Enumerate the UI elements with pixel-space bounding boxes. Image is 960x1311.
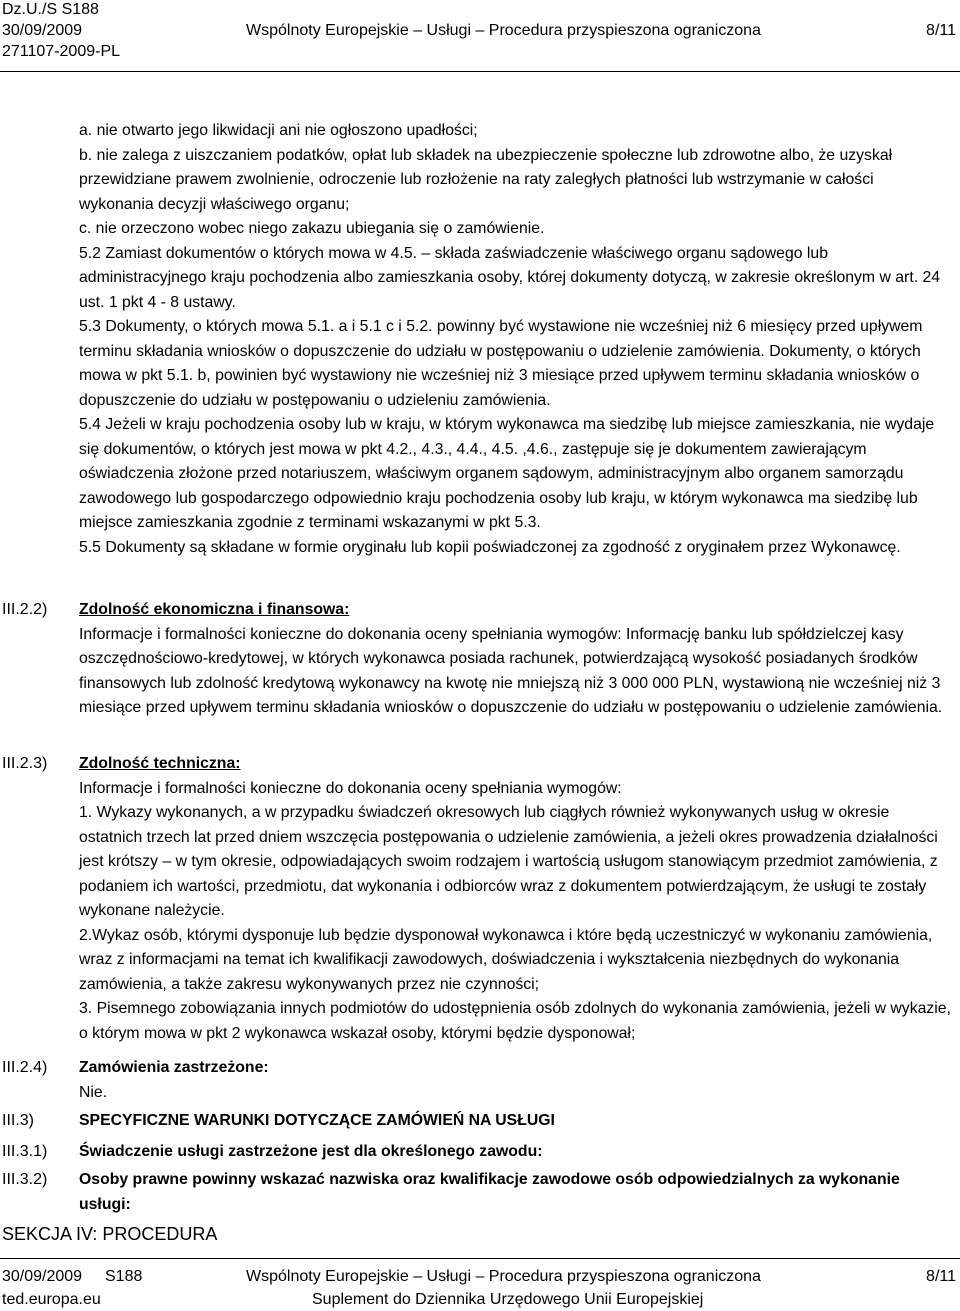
section-number-iii-2-3: III.2.3) <box>2 755 48 772</box>
journal-ref: Dz.U./S S188 <box>2 1 99 18</box>
footer-site: ted.europa.eu <box>2 1291 101 1308</box>
section-value: Nie. <box>79 1083 108 1101</box>
paragraph: 5.3 Dokumenty, o których mowa 5.1. a i 5.1 c i 5.2. powinny być wystawione nie wcześniej niż 6 miesięcy przed upływem terminu składania wniosków o dopuszczenie do udziału w postępowaniu o udzielenie zamówienia. Dokumenty, o których mowa w pkt 5.1. b, powinien być wystawiony nie wcześniej niż 3 miesiące przed upływem terminu składania wniosków o dopuszczenie do udziału w postępowaniu o udzieleniu zamówienia. <box>79 318 923 409</box>
paragraph: Informacje i formalności konieczne do dokonania oceny spełniania wymogów: <box>79 779 622 797</box>
paragraph: 5.5 Dokumenty są składane w formie oryginału lub kopii poświadczonej za zgodność z oryginałem przez Wykonawcę. <box>79 538 901 556</box>
section-title: Zamówienia zastrzeżone: <box>79 1059 269 1076</box>
section-title: Osoby prawne powinny wskazać nazwiska oraz kwalifikacje zawodowe osób odpowiedzialnych za wykonanie usługi: <box>79 1171 900 1213</box>
footer-date: 30/09/2009 <box>2 1268 83 1285</box>
section-title: Zdolność ekonomiczna i finansowa: <box>79 601 350 618</box>
list-item: 3. Pisemnego zobowiązania innych podmiotów do udostępnienia osób zdolnych do wykonania zamówienia, jeżeli w wykazie, o którym mowa w pkt 2 wykonawca wskazał osoby, którymi będzie dysponował; <box>79 1000 951 1042</box>
section-iii-2-2 <box>79 598 951 721</box>
footer-title: Wspólnoty Europejskie – Usługi – Procedura przyspieszona ograniczona <box>246 1268 761 1285</box>
section-iii-3 <box>79 1109 951 1134</box>
section-iii-2-3 <box>79 752 951 1046</box>
list-item: 1. Wykazy wykonanych, a w przypadku świadczeń okresowych lub ciągłych również wykonywanych usług w okresie ostatnich trzech lat przed dniem wszczęcia postępowania o udzielenie zamówienia, a jeżeli okres prowadzenia działalności jest krótszy – w tym okresie, odpowiadających swoim rodzajem i wartością usługom stanowiącym przedmiot zamówienia, z podaniem ich wartości, przedmiotu, dat wykonania i odbiorców wraz z dokumentem potwierdzającym, że usługi te zostały wykonane należycie. <box>79 804 938 919</box>
continuation-block <box>79 119 951 560</box>
paragraph: c. nie orzeczono wobec niego zakazu ubiegania się o zamówienie. <box>79 220 545 237</box>
footer-supplement: Suplement do Dziennika Urzędowego Unii Europejskiej <box>312 1291 704 1308</box>
header-page-number: 8/11 <box>926 22 956 39</box>
header-date: 30/09/2009 <box>2 22 83 39</box>
section-title: Zdolność techniczna: <box>79 755 241 772</box>
section-iv-heading: SEKCJA IV: PROCEDURA <box>2 1224 218 1244</box>
section-iii-3-2 <box>79 1168 951 1217</box>
paragraph: a. nie otwarto jego likwidacji ani nie ogłoszono upadłości; <box>79 122 478 139</box>
paragraph: 5.2 Zamiast dokumentów o których mowa w 4.5. – składa zaświadczenie właściwego organu sądowego lub administracyjnego kraju pochodzenia albo zamieszkania osoby, której dokumenty dotyczą, w zakresie określonym w art. 24 ust. 1 pkt 4 - 8 ustawy. <box>79 244 941 311</box>
footer-code: S188 <box>105 1268 143 1285</box>
header-title: Wspólnoty Europejskie – Usługi – Procedura przyspieszona ograniczona <box>246 22 761 39</box>
section-title: SPECYFICZNE WARUNKI DOTYCZĄCE ZAMÓWIEŃ NA USŁUGI <box>79 1112 555 1129</box>
section-number-iii-2-2: III.2.2) <box>2 601 48 618</box>
list-item: 2.Wykaz osób, którymi dysponuje lub będzie dysponował wykonawca i które będą uczestniczyć w wykonaniu zamówienia, wraz z informacjami na temat ich kwalifikacji zawodowych, doświadczenia i wykształcenia niezbędnych do wykonania zamówienia, a także zakresu wykonywanych przez nie czynności; <box>79 926 933 993</box>
section-number-iii-3-1: III.3.1) <box>2 1143 48 1160</box>
section-iii-2-4 <box>79 1056 951 1105</box>
section-title: Świadczenie usługi zastrzeżone jest dla określonego zawodu: <box>79 1143 543 1160</box>
section-number-iii-2-4: III.2.4) <box>2 1059 48 1076</box>
section-number-iii-3-2: III.3.2) <box>2 1171 48 1188</box>
header-rule <box>0 71 960 72</box>
footer-page-number: 8/11 <box>926 1268 956 1285</box>
section-number-iii-3: III.3) <box>2 1112 35 1129</box>
section-iii-3-1 <box>79 1140 951 1165</box>
paragraph: b. nie zalega z uiszczaniem podatków, opłat lub składek na ubezpieczenie społeczne lub zdrowotne albo, że uzyskał przewidziane prawem zwolnienie, odroczenie lub rozłożenie na raty zaległych płatności lub wstrzymanie w całości wykonania decyzji właściwego organu; <box>79 146 893 213</box>
notice-number: 271107-2009-PL <box>2 43 121 60</box>
paragraph: 5.4 Jeżeli w kraju pochodzenia osoby lub w kraju, w którym wykonawca ma siedzibę lub miejsce zamieszkania, nie wydaje się dokumentów, o których jest mowa w pkt 4.2., 4.3., 4.4., 4.5. ,4.6., zastępuje się je dokumentem zawierającym oświadczenia złożone przed notariuszem, właściwym organem sądowym, administracyjnym albo organem samorządu zawodowego lub gospodarczego odpowiednio kraju pochodzenia osoby lub kraju, w którym wykonawca ma siedzibę lub miejsce zamieszkania zgodnie z terminami wskazanymi w pkt 5.3. <box>79 416 935 531</box>
paragraph: Informacje i formalności konieczne do dokonania oceny spełniania wymogów: Informację banku lub spółdzielczej kasy oszczędnościowo-kredytowej, w których wykonawca posiada rachunek, potwierdzającą wysokość posiadanych środków finansowych lub zdolność kredytową wykonawcy na kwotę nie mniejszą niż 3 000 000 PLN, wystawioną nie wcześniej niż 3 miesiące przed upływem terminu składania wniosków o dopuszczenie do udziału w postępowaniu o udzielenie zamówienia. <box>79 625 943 716</box>
footer-rule <box>0 1258 960 1259</box>
